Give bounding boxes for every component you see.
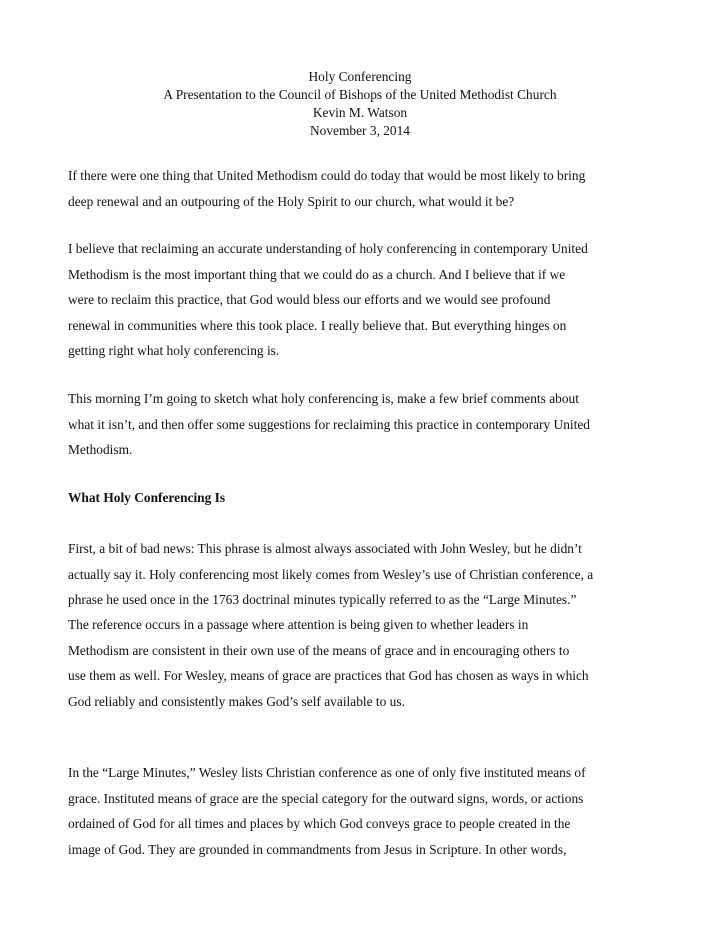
paragraph-4	[68, 536, 668, 613]
paragraph-line: I believe that reclaiming an accurate understanding of holy conferencing in contemporary United	[68, 241, 588, 256]
document-date: November 3, 2014	[309, 123, 411, 138]
paragraph-line: God reliably and consistently makes God’s self available to us.	[68, 693, 405, 709]
paragraph-line: ordained of God for all times and places by which God conveys grace to people created in the	[68, 816, 571, 831]
paragraph-line: phrase he used once in the 1763 doctrinal minutes typically referred to as the “Large Minutes.”	[68, 592, 577, 607]
paragraph-line: First, a bit of bad news: This phrase is almost always associated with John Wesley, but he didn’t	[68, 541, 582, 556]
document-author: Kevin M. Watson	[312, 105, 408, 120]
paragraph-line: image of God. They are grounded in commandments from Jesus in Scripture. In other words,	[68, 841, 567, 857]
paragraph-line: were to reclaim this practice, that God would bless our efforts and we would see profound	[68, 292, 551, 307]
paragraph-line: actually say it. Holy conferencing most likely comes from Wesley’s use of Christian conference, a	[68, 566, 594, 582]
paragraph-line: The reference occurs in a passage where attention is being given to whether leaders in	[68, 617, 529, 632]
paragraph-line: Methodism are consistent in their own use of the means of grace and in encouraging others to	[68, 642, 570, 658]
paragraph-line: If there were one thing that United Methodism could do today that would be most likely to bring	[68, 168, 586, 183]
paragraph-line: Methodism is the most important thing that we could do as a church. And I believe that if we	[68, 266, 566, 282]
title-block	[0, 68, 720, 140]
paragraph-5	[68, 612, 668, 714]
paragraph-2	[68, 236, 668, 364]
paragraph-line: what it isn’t, and then offer some suggestions for reclaiming this practice in contemporary United	[68, 416, 590, 432]
paragraph-line: use them as well. For Wesley, means of grace are practices that God has chosen as ways in which	[68, 668, 589, 683]
paragraph-line: Methodism.	[68, 442, 133, 457]
paragraph-line: renewal in communities where this took place. I really believe that. But everything hinges on	[68, 317, 567, 333]
paragraph-1	[68, 163, 668, 214]
paragraph-line: In the “Large Minutes,” Wesley lists Christian conference as one of only five instituted means of	[68, 765, 586, 780]
section-heading: What Holy Conferencing Is	[68, 490, 226, 505]
paragraph-line: This morning I’m going to sketch what holy conferencing is, make a few brief comments about	[68, 391, 579, 406]
document-title: Holy Conferencing	[308, 69, 412, 84]
document-subtitle: A Presentation to the Council of Bishops of the United Methodist Church	[163, 87, 557, 102]
paragraph-line: grace. Instituted means of grace are the special category for the outward signs, words, or actions	[68, 790, 584, 806]
paragraph-line: getting right what holy conferencing is.	[68, 343, 280, 358]
paragraph-6	[68, 760, 668, 862]
paragraph-line: deep renewal and an outpouring of the Holy Spirit to our church, what would it be?	[68, 193, 515, 209]
paragraph-3	[68, 386, 668, 463]
